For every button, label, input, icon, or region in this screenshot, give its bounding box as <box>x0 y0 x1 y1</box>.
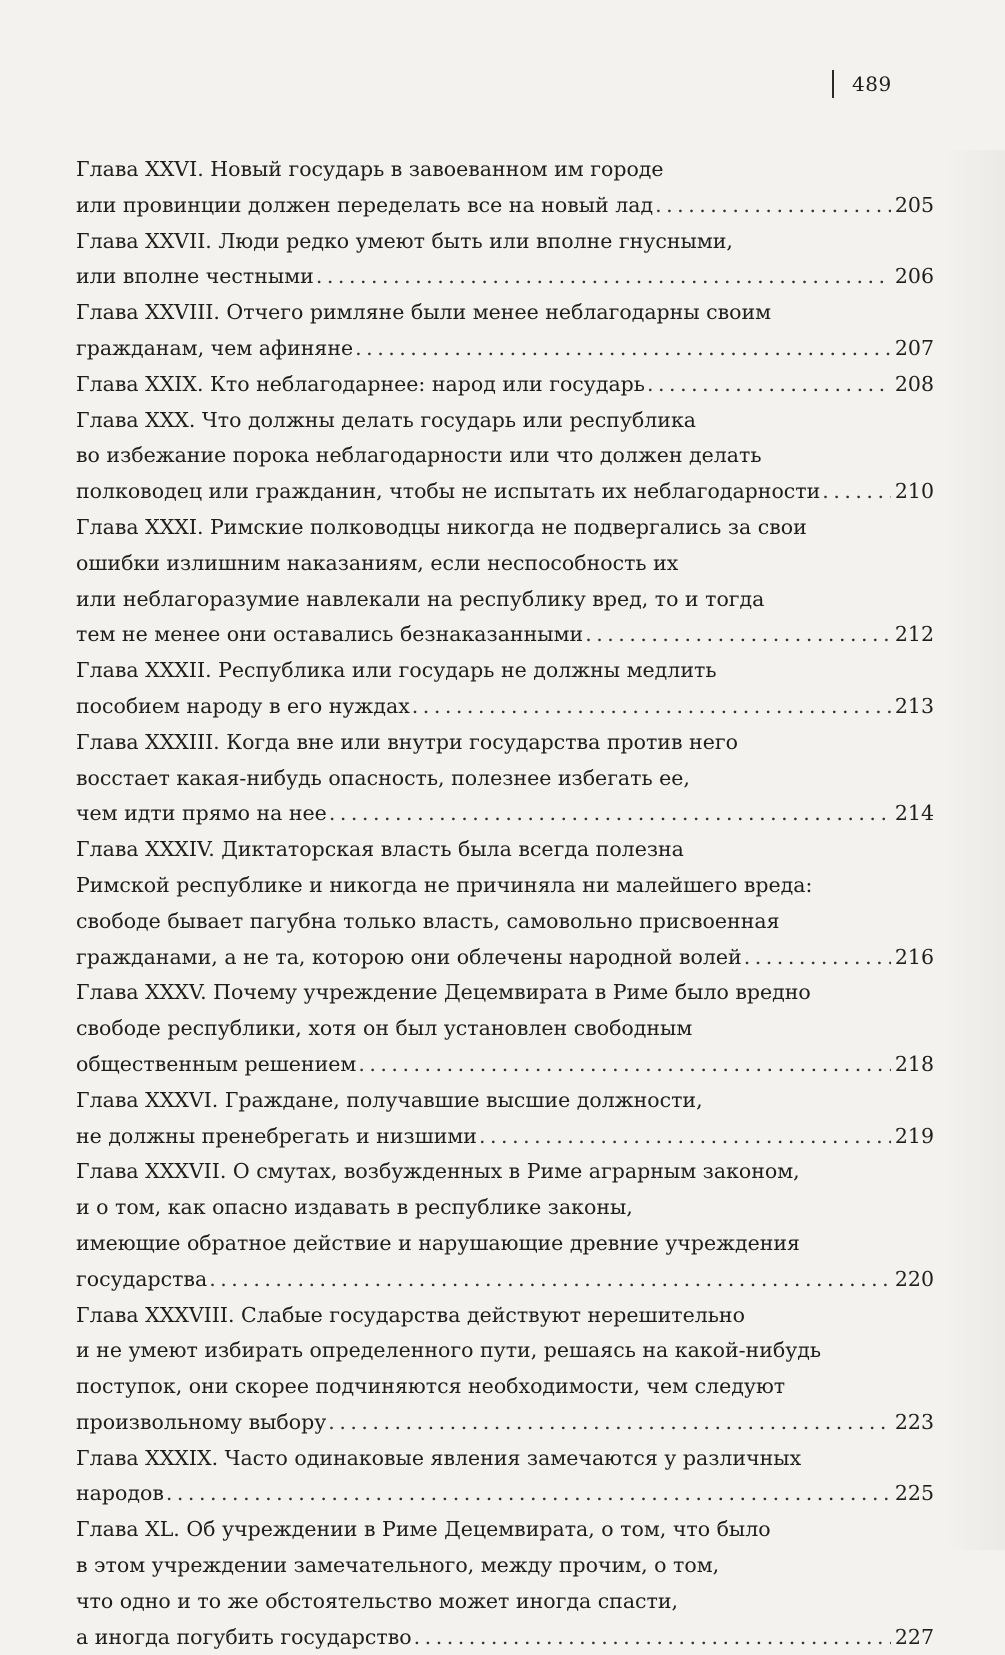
toc-entry-text: Глава XXVI. Новый государь в завоеванном им городе <box>76 157 664 181</box>
toc-entry-text: тем не менее они оставались безнаказанными <box>76 622 584 647</box>
toc-entry-line <box>76 1119 934 1155</box>
toc-entry <box>76 224 934 296</box>
toc-entry-line <box>76 1369 934 1405</box>
toc-entry <box>76 1154 934 1297</box>
dot-leader <box>166 1476 891 1512</box>
toc-entry-line <box>76 474 934 510</box>
toc-entry-text: поступок, они скорее подчиняются необходимости, чем следуют <box>76 1374 786 1399</box>
toc-entry-text: гражданам, чем афиняне <box>76 335 354 360</box>
toc-entry-text: Глава XXXV. Почему учреждение Децемвирата в Риме было вредно <box>76 980 811 1005</box>
toc-entry <box>76 1512 934 1655</box>
dot-leader <box>744 940 891 976</box>
toc-entry-page: 207 <box>894 335 934 360</box>
toc-entry-text: Глава XL. Об учреждении в Риме Децемвирата, о том, что было <box>76 1517 771 1542</box>
toc-entry-text: свободе бывает пагубна только власть, самовольно присвоенная <box>76 908 780 933</box>
toc-entry-text: Глава XXIX. Кто неблагодарнее: народ или государь <box>76 371 645 396</box>
toc-entry-text: пособием народу в его нуждах <box>76 693 410 718</box>
toc-entry <box>76 1441 934 1513</box>
toc-entry-line <box>76 832 934 868</box>
dot-leader <box>355 331 891 367</box>
toc-entry-line <box>76 152 934 188</box>
toc-entry-page: 227 <box>894 1624 934 1649</box>
toc-entry-text: Глава XXXVIII. Слабые государства действуют нерешительно <box>76 1302 745 1327</box>
toc-entry-text: ошибки излишним наказаниям, если неспособность их <box>76 550 679 575</box>
toc-entry-line <box>76 617 934 653</box>
toc-entry-line <box>76 796 934 832</box>
toc-entry-page: 223 <box>894 1409 934 1434</box>
toc-entry-text: народов <box>76 1481 164 1506</box>
dot-leader <box>329 796 891 832</box>
toc-entry-line <box>76 1190 934 1226</box>
toc-entry-text: или провинции должен переделать все на новый лад <box>76 192 654 217</box>
dot-leader <box>358 1047 891 1083</box>
dot-leader <box>655 188 891 224</box>
toc-entry-text: Глава XXXIII. Когда вне или внутри государства против него <box>76 729 738 754</box>
toc-entry <box>76 1083 934 1155</box>
toc-entry-line <box>76 761 934 797</box>
toc-entry-page: 220 <box>894 1266 934 1291</box>
page-number: 489 <box>852 72 892 96</box>
dot-leader <box>585 617 891 653</box>
dot-leader <box>316 259 891 295</box>
toc-entry-text: свободе республики, хотя он был установлен свободным <box>76 1016 693 1041</box>
toc-entry-text: во избежание порока неблагодарности или что должен делать <box>76 443 762 468</box>
toc-entry-page: 213 <box>894 693 934 718</box>
toc-entry-text: Глава XXXIX. Часто одинаковые явления замечаются у различных <box>76 1445 802 1470</box>
toc-entry-line <box>76 331 934 367</box>
toc-entry-text: чем идти прямо на нее <box>76 801 327 826</box>
page-header <box>832 70 892 98</box>
toc-entry-line <box>76 975 934 1011</box>
toc-entry-line <box>76 1333 934 1369</box>
toc-entry <box>76 152 934 224</box>
toc-entry-line <box>76 188 934 224</box>
toc-entry-line <box>76 653 934 689</box>
toc-entry-text: восстает какая-нибудь опасность, полезнее избегать ее, <box>76 765 690 790</box>
toc-entry-line <box>76 1011 934 1047</box>
toc-entry-text: Римской республике и никогда не причиняла ни малейшего вреда: <box>76 872 813 897</box>
toc-entry-text: Глава XXXII. Республика или государь не должны медлить <box>76 658 717 683</box>
toc-entry-text: не должны пренебрегать и низшими <box>76 1123 477 1148</box>
toc-entry-text: Глава XXX. Что должны делать государь или республика <box>76 407 696 432</box>
toc-entry-text: гражданами, а не та, которою они облечены народной волей <box>76 944 742 969</box>
dot-leader <box>647 367 891 403</box>
toc-entry-line <box>76 403 934 439</box>
toc-entry-text: имеющие обратное действие и нарушающие древние учреждения <box>76 1230 800 1255</box>
toc-entry-page: 206 <box>894 264 934 289</box>
toc-entry-line <box>76 295 934 331</box>
toc-entry-text: полководец или гражданин, чтобы не испытать их неблагодарности <box>76 479 821 504</box>
toc-entry-line <box>76 1441 934 1477</box>
toc-entry-text: или вполне честными <box>76 264 314 289</box>
toc-entry-line <box>76 940 934 976</box>
dot-leader <box>414 1620 891 1655</box>
toc-entry-line <box>76 367 934 403</box>
toc-entry-text: Глава XXXVI. Граждане, получавшие высшие должности, <box>76 1087 703 1112</box>
toc-entry-line <box>76 1476 934 1512</box>
toc-entry-line <box>76 1262 934 1298</box>
table-of-contents <box>76 152 934 1655</box>
toc-entry-line <box>76 546 934 582</box>
toc-entry-text: Глава XXVII. Люди редко умеют быть или вполне гнусными, <box>76 228 733 253</box>
dot-leader <box>328 1405 891 1441</box>
toc-entry-page: 216 <box>894 944 934 969</box>
toc-entry-line <box>76 1298 934 1334</box>
toc-entry-page: 219 <box>894 1123 934 1148</box>
toc-entry-page: 208 <box>894 371 934 396</box>
toc-entry-text: произвольному выбору <box>76 1409 327 1434</box>
toc-entry-text: Глава XXVIII. Отчего римляне были менее неблагодарны своим <box>76 300 772 325</box>
toc-entry-line <box>76 1405 934 1441</box>
toc-entry-text: а иногда погубить государство <box>76 1624 412 1649</box>
toc-entry-line <box>76 1047 934 1083</box>
toc-entry-text: и не умеют избирать определенного пути, решаясь на какой-нибудь <box>76 1338 822 1363</box>
toc-entry-line <box>76 259 934 295</box>
dot-leader <box>822 474 891 510</box>
toc-entry-line <box>76 1584 934 1620</box>
toc-entry-text: общественным решением <box>76 1051 357 1076</box>
toc-entry <box>76 725 934 832</box>
toc-entry <box>76 975 934 1082</box>
toc-entry <box>76 295 934 367</box>
toc-entry-text: Глава XXXVII. О смутах, возбужденных в Риме аграрным законом, <box>76 1159 800 1184</box>
toc-entry-line <box>76 904 934 940</box>
toc-entry-page: 210 <box>894 479 934 504</box>
toc-entry-line <box>76 224 934 260</box>
toc-entry-line <box>76 438 934 474</box>
toc-entry-page: 225 <box>894 1481 934 1506</box>
toc-entry-line <box>76 1548 934 1584</box>
toc-entry-text: и о том, как опасно издавать в республике законы, <box>76 1195 633 1220</box>
toc-entry <box>76 367 934 403</box>
toc-entry-line <box>76 1512 934 1548</box>
toc-entry <box>76 510 934 653</box>
toc-entry <box>76 832 934 975</box>
toc-entry-page: 212 <box>894 622 934 647</box>
toc-entry-text: государства <box>76 1266 208 1291</box>
toc-entry-page: 214 <box>894 801 934 826</box>
toc-entry-page: 205 <box>894 192 934 217</box>
toc-entry-line <box>76 689 934 725</box>
toc-entry-line <box>76 582 934 618</box>
toc-entry-text: что одно и то же обстоятельство может иногда спасти, <box>76 1588 679 1613</box>
toc-entry <box>76 403 934 510</box>
toc-entry-line <box>76 510 934 546</box>
toc-entry-line <box>76 1083 934 1119</box>
toc-entry-line <box>76 868 934 904</box>
dot-leader <box>479 1119 891 1155</box>
toc-entry-line <box>76 725 934 761</box>
toc-entry-text: в этом учреждении замечательного, между прочим, о том, <box>76 1553 720 1578</box>
toc-entry-line <box>76 1620 934 1655</box>
header-rule <box>832 70 834 98</box>
facing-page-bleed <box>945 150 1005 1550</box>
toc-entry-text: Глава XXXI. Римские полководцы никогда не подвергались за свои <box>76 514 807 539</box>
toc-entry-text: или неблагоразумие навлекали на республику вред, то и тогда <box>76 586 765 611</box>
toc-entry-line <box>76 1226 934 1262</box>
toc-entry-line <box>76 1154 934 1190</box>
dot-leader <box>412 689 891 725</box>
dot-leader <box>209 1262 891 1298</box>
toc-entry-text: Глава XXXIV. Диктаторская власть была всегда полезна <box>76 837 684 862</box>
toc-entry <box>76 1298 934 1441</box>
toc-entry-page: 218 <box>894 1051 934 1076</box>
toc-entry <box>76 653 934 725</box>
